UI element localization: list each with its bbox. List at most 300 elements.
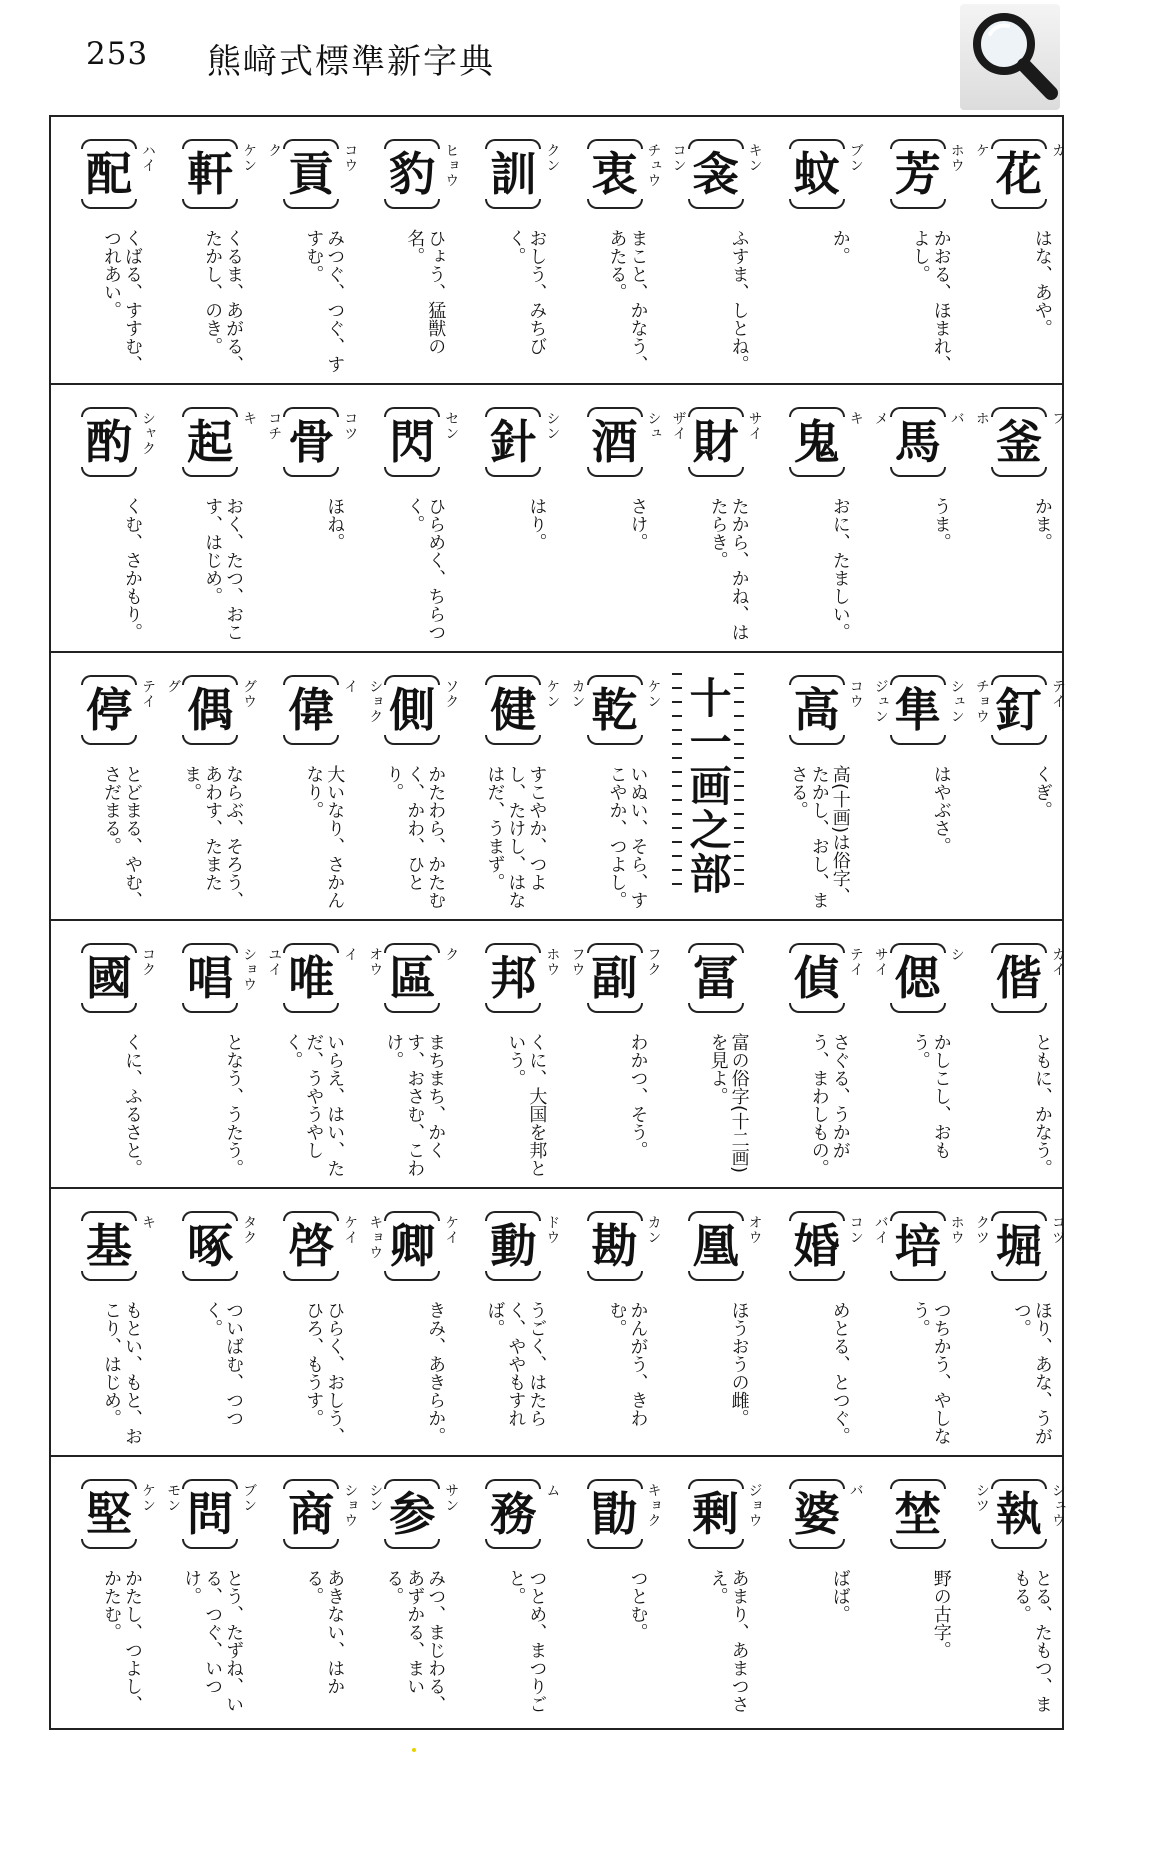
kanji-box (384, 1479, 440, 1549)
alt-reading: モン (165, 1483, 182, 1513)
bracket-bottom (991, 1003, 1047, 1013)
dictionary-entry (658, 1457, 763, 1723)
dictionary-entry (557, 1457, 662, 1723)
entry-meaning: か。 (829, 229, 851, 265)
dictionary-entry (354, 1457, 460, 1723)
dictionary-entry (658, 385, 763, 651)
entry-kanji: 勘 (591, 1219, 638, 1273)
entry-kanji: 商 (288, 1487, 335, 1541)
bracket-bottom (688, 1271, 744, 1281)
dictionary-entry (860, 1457, 960, 1723)
dictionary-entry (51, 653, 156, 919)
kanji-box (991, 1211, 1047, 1281)
dictionary-entry (557, 1189, 662, 1455)
dictionary-entry (557, 653, 662, 919)
on-reading: コウ (847, 679, 864, 709)
kanji-box (890, 943, 946, 1013)
on-reading: ショウ (342, 1483, 359, 1528)
bracket-bottom (485, 199, 541, 209)
dictionary-entry (51, 385, 156, 651)
entry-meaning: かおる、ほまれ、よし。 (909, 229, 952, 373)
on-reading: キン (746, 143, 763, 173)
entry-kanji: 邦 (490, 951, 537, 1005)
bracket-bottom (182, 467, 238, 477)
dictionary-entry (961, 385, 1066, 651)
entry-kanji: 起 (187, 415, 234, 469)
kanji-box (688, 943, 744, 1013)
on-reading: シン (544, 411, 561, 441)
entry-kanji: 剰 (692, 1487, 739, 1541)
entry-meaning: きみ、あきらか。 (425, 1301, 447, 1445)
entry-meaning: すこやか、つよし、たけし、はなはだ、うまず。 (484, 765, 548, 909)
entry-meaning: かたし、つよし、かたむ。 (101, 1569, 143, 1713)
entry-kanji: 衾 (692, 147, 739, 201)
dictionary-row (51, 1457, 1066, 1725)
bracket-bottom (485, 735, 541, 745)
kanji-box (384, 139, 440, 209)
entry-meaning: さぐる、うかがう、まわしもの。 (808, 1033, 851, 1177)
entry-kanji: 釘 (995, 683, 1042, 737)
entry-meaning: とう、たずね、いる、つぐ、いつけ。 (181, 1569, 245, 1713)
bracket-bottom (890, 467, 946, 477)
entry-kanji: 埜 (894, 1487, 941, 1541)
kanji-box (182, 943, 238, 1013)
kanji-box (890, 407, 946, 477)
on-reading: カン (645, 1215, 662, 1245)
entry-kanji: 釜 (995, 415, 1042, 469)
on-reading: テイ (140, 679, 156, 709)
entry-meaning: 大いなり、さかんなり。 (303, 765, 346, 909)
entry-kanji: 隼 (894, 683, 941, 737)
bracket-bottom (587, 199, 643, 209)
bracket-bottom (384, 1003, 440, 1013)
entry-meaning: おく、たつ、おこす、はじめ。 (202, 497, 245, 641)
dictionary-entry (354, 653, 460, 919)
book-title: 熊﨑式標準新字典 (207, 42, 495, 82)
entry-meaning: ひらく、おしう、ひろ、もうす。 (303, 1301, 346, 1445)
kanji-box (384, 407, 440, 477)
on-reading: ブン (847, 143, 864, 173)
entry-meaning: いぬい、そら、すこやか、つよし。 (606, 765, 649, 909)
dictionary-entry (961, 1189, 1066, 1455)
alt-reading: グ (165, 679, 182, 694)
dictionary-entry (860, 117, 965, 383)
kanji-box (182, 407, 238, 477)
bracket-bottom (991, 467, 1047, 477)
on-reading: ハイ (140, 143, 156, 173)
on-reading: キ (847, 411, 864, 426)
section-heading (658, 667, 758, 907)
entry-meaning: ばば。 (829, 1569, 851, 1623)
dictionary-entry (658, 921, 758, 1187)
entry-kanji: 停 (86, 683, 132, 737)
bracket-bottom (283, 1271, 339, 1281)
entry-meaning: まこと、かなう、あたる。 (606, 229, 649, 373)
entry-meaning: くに、ふるさと。 (122, 1033, 143, 1177)
entry-kanji: 堅 (86, 1487, 132, 1541)
bracket-bottom (991, 199, 1047, 209)
bracket-bottom (485, 1539, 541, 1549)
on-reading: コツ (1049, 1215, 1066, 1245)
entry-kanji: 動 (490, 1219, 537, 1273)
bracket-bottom (283, 735, 339, 745)
on-reading: コウ (342, 143, 359, 173)
entry-kanji: 偶 (187, 683, 234, 737)
entry-kanji: 婆 (793, 1487, 840, 1541)
bracket-bottom (789, 735, 845, 745)
entry-meaning: たから、かね、はたらき。 (707, 497, 750, 641)
alt-reading: クツ (973, 1215, 990, 1245)
entry-meaning: もとい、もと、おこり、はじめ。 (101, 1301, 143, 1445)
bracket-bottom (890, 199, 946, 209)
on-reading: コツ (342, 411, 359, 441)
entry-kanji: 啓 (288, 1219, 335, 1273)
kanji-box (384, 1211, 440, 1281)
dictionary-entry (961, 1457, 1066, 1723)
page-number: 253 (86, 36, 149, 72)
dictionary-entry (51, 1457, 156, 1723)
dictionary-entry (152, 653, 258, 919)
dictionary-entry (759, 385, 864, 651)
bracket-bottom (384, 1539, 440, 1549)
dictionary-entry (759, 1457, 864, 1723)
entry-kanji: 偕 (995, 951, 1042, 1005)
bracket-bottom (890, 1003, 946, 1013)
dictionary-row (51, 1189, 1066, 1457)
entry-meaning: ともに、かなう。 (1031, 1033, 1053, 1177)
entry-kanji: 酌 (86, 415, 132, 469)
dictionary-entry (860, 921, 965, 1187)
on-reading: ショウ (241, 947, 258, 992)
dictionary-entry (354, 921, 460, 1187)
on-reading: ケイ (443, 1215, 460, 1245)
entry-meaning: ふすま、しとね。 (728, 229, 750, 373)
alt-reading: バイ (872, 1215, 889, 1245)
bracket-bottom (182, 1271, 238, 1281)
entry-kanji: 基 (86, 1219, 132, 1273)
entry-meaning: かしこし、おもう。 (909, 1033, 952, 1159)
entry-meaning: はり。 (526, 497, 548, 551)
kanji-box (688, 139, 744, 209)
kanji-box (81, 1211, 137, 1281)
dictionary-entry (354, 117, 460, 383)
dictionary-row (51, 385, 1066, 653)
entry-kanji: 訓 (490, 147, 537, 201)
entry-meaning: みつぐ、つぐ、すすむ。 (303, 229, 346, 373)
entry-kanji: 唯 (288, 951, 335, 1005)
kanji-box (81, 139, 137, 209)
kanji-box (587, 407, 643, 477)
dictionary-entry (152, 921, 258, 1187)
alt-reading: ク (266, 143, 283, 158)
dictionary-entry (253, 921, 359, 1187)
entry-kanji: 衷 (591, 147, 638, 201)
entry-meaning: かたわら、かたむく、かわ、ひとり。 (383, 765, 447, 909)
dictionary-entry (557, 385, 662, 651)
dictionary-entry (253, 1189, 359, 1455)
kanji-box (283, 943, 339, 1013)
kanji-box (485, 675, 541, 745)
dictionary-entry (152, 385, 258, 651)
dictionary-entry (354, 385, 460, 651)
kanji-box (991, 407, 1047, 477)
dictionary-entry (658, 117, 763, 383)
bracket-bottom (587, 1003, 643, 1013)
entry-meaning: くばる、すすむ、つれあい。 (101, 229, 143, 373)
kanji-box (283, 675, 339, 745)
on-reading: シ (948, 947, 965, 962)
kanji-box (789, 139, 845, 209)
kanji-box (688, 407, 744, 477)
entry-kanji: 側 (389, 683, 436, 737)
entry-kanji: 健 (490, 683, 537, 737)
bracket-bottom (688, 467, 744, 477)
alt-reading: シン (367, 1483, 384, 1513)
bracket-bottom (81, 1003, 137, 1013)
dictionary-entry (860, 653, 965, 919)
dictionary-entry (860, 1189, 965, 1455)
on-reading: ケン (140, 1483, 156, 1513)
kanji-box (384, 943, 440, 1013)
entry-meaning: くるま、あがる、たかし、のき。 (202, 229, 245, 373)
bracket-bottom (384, 199, 440, 209)
entry-kanji: 偲 (894, 951, 941, 1005)
dictionary-entry (860, 385, 965, 651)
kanji-box (587, 943, 643, 1013)
bracket-bottom (789, 467, 845, 477)
entry-kanji: 貢 (288, 147, 335, 201)
entry-kanji: 唱 (187, 951, 234, 1005)
entry-kanji: 區 (389, 951, 436, 1005)
dictionary-entry (455, 921, 561, 1187)
alt-reading: シツ (973, 1483, 990, 1513)
bracket-bottom (384, 735, 440, 745)
entry-meaning: くむ、さかもり。 (122, 497, 143, 641)
kanji-box (81, 1479, 137, 1549)
dictionary-entry (961, 921, 1066, 1187)
kanji-box (587, 139, 643, 209)
entry-kanji: 乾 (591, 683, 638, 737)
dictionary-entry (557, 921, 662, 1187)
bracket-bottom (991, 1539, 1047, 1549)
dictionary-row (51, 653, 1066, 921)
alt-reading: コン (670, 143, 687, 173)
alt-reading: ザイ (670, 411, 687, 441)
entry-meaning: あきない、はかる。 (303, 1569, 346, 1695)
entry-meaning: となう、うたう。 (223, 1033, 245, 1177)
dictionary-entry (455, 653, 561, 919)
dictionary-entry (253, 1457, 359, 1723)
dictionary-entry (759, 117, 864, 383)
dictionary-table (49, 115, 1064, 1730)
kanji-box (789, 1479, 845, 1549)
entry-kanji: 蚊 (793, 147, 840, 201)
entry-meaning: いらえ、はい、ただ、うやうやしく。 (282, 1033, 346, 1177)
entry-kanji: 卿 (389, 1219, 436, 1273)
bracket-bottom (587, 735, 643, 745)
bracket-bottom (485, 1003, 541, 1013)
entry-kanji: 配 (86, 147, 132, 201)
dictionary-entry (759, 653, 864, 919)
kanji-box (384, 675, 440, 745)
on-reading: ケン (544, 679, 561, 709)
bracket-bottom (81, 735, 137, 745)
entry-meaning: うま。 (930, 497, 952, 551)
kanji-box (81, 943, 137, 1013)
kanji-box (182, 675, 238, 745)
entry-kanji: 務 (490, 1487, 537, 1541)
on-reading: ホウ (948, 1215, 965, 1245)
on-reading: フク (645, 947, 662, 977)
entry-meaning: はな、あや。 (1031, 229, 1053, 337)
entry-kanji: 凰 (692, 1219, 739, 1273)
on-reading: バ (847, 1483, 864, 1498)
entry-meaning: ひらめく、ちらつく。 (404, 497, 447, 641)
dictionary-entry (152, 117, 258, 383)
bracket-bottom (890, 1539, 946, 1549)
bracket-bottom (81, 467, 137, 477)
bracket-bottom (485, 467, 541, 477)
on-reading: ドウ (544, 1215, 561, 1245)
bracket-bottom (991, 1271, 1047, 1281)
kanji-box (890, 139, 946, 209)
kanji-box (991, 1479, 1047, 1549)
kanji-box (283, 407, 339, 477)
on-reading: シュ (645, 411, 662, 441)
bracket-bottom (182, 735, 238, 745)
kanji-box (81, 675, 137, 745)
on-reading: クン (544, 143, 561, 173)
on-reading: ホウ (544, 947, 561, 977)
entry-kanji: 執 (995, 1487, 1042, 1541)
entry-meaning: ほね。 (324, 497, 346, 551)
entry-meaning: ほうおうの雌。 (728, 1301, 750, 1427)
bracket-bottom (890, 735, 946, 745)
kanji-box (485, 1211, 541, 1281)
entry-kanji: 培 (894, 1219, 941, 1273)
entry-kanji: 芳 (894, 147, 941, 201)
wave-border (734, 667, 744, 897)
dictionary-entry (961, 653, 1066, 919)
on-reading: コク (140, 947, 156, 977)
alt-reading: ジュン (872, 679, 889, 724)
bracket-bottom (688, 1539, 744, 1549)
kanji-box (890, 1211, 946, 1281)
bracket-bottom (81, 199, 137, 209)
on-reading: キ (241, 411, 258, 426)
dictionary-entry (455, 1457, 561, 1723)
search-button[interactable] (956, 4, 1066, 110)
on-reading: カ (1049, 143, 1066, 158)
on-reading: サン (443, 1483, 460, 1513)
entry-meaning: ひょう、猛獣の名。 (404, 229, 447, 355)
bracket-bottom (384, 467, 440, 477)
kanji-box (587, 1479, 643, 1549)
bracket-bottom (182, 1539, 238, 1549)
dictionary-entry (759, 1189, 864, 1455)
on-reading: チュウ (645, 143, 662, 188)
entry-kanji: 軒 (187, 147, 234, 201)
dictionary-entry (51, 1189, 156, 1455)
entry-meaning: さけ。 (627, 497, 649, 551)
bracket-bottom (182, 1003, 238, 1013)
bracket-bottom (789, 1003, 845, 1013)
alt-reading: カン (569, 679, 586, 709)
bracket-bottom (384, 1271, 440, 1281)
entry-kanji: 豹 (389, 147, 436, 201)
entry-kanji: 針 (490, 415, 537, 469)
wave-border (672, 667, 682, 897)
on-reading: ヒョウ (443, 143, 460, 188)
entry-kanji: 鬼 (793, 415, 840, 469)
kanji-box (789, 407, 845, 477)
on-reading: タク (241, 1215, 258, 1245)
bracket-bottom (789, 1271, 845, 1281)
bracket-bottom (182, 199, 238, 209)
dictionary-entry (557, 117, 662, 383)
entry-kanji: 骨 (288, 415, 335, 469)
magnifier-icon (956, 4, 1066, 110)
page-header (0, 0, 1165, 110)
kanji-box (890, 1479, 946, 1549)
bracket-bottom (991, 735, 1047, 745)
kanji-box (485, 1479, 541, 1549)
entry-kanji: 國 (86, 951, 132, 1005)
kanji-box (991, 943, 1047, 1013)
kanji-box (991, 675, 1047, 745)
on-reading: シャク (140, 411, 156, 456)
entry-kanji: 花 (995, 147, 1042, 201)
entry-kanji: 偵 (793, 951, 840, 1005)
entry-kanji: 冨 (692, 951, 739, 1005)
entry-kanji: 参 (389, 1487, 436, 1541)
dictionary-entry (961, 117, 1066, 383)
bracket-bottom (81, 1539, 137, 1549)
alt-reading: チョウ (973, 679, 990, 724)
entry-meaning: あまり、あまつさえ。 (707, 1569, 750, 1713)
entry-meaning: おしう、みちびく。 (505, 229, 548, 355)
entry-meaning: とる、たもつ、まもる。 (1010, 1569, 1053, 1713)
on-reading: テイ (1049, 679, 1066, 709)
on-reading: イ (342, 947, 359, 962)
entry-meaning: くに、大国を邦という。 (505, 1033, 548, 1177)
entry-kanji: 高 (793, 683, 840, 737)
on-reading: シュウ (1049, 1483, 1066, 1528)
kanji-box (283, 1211, 339, 1281)
on-reading: キ (140, 1215, 156, 1230)
dictionary-entry (455, 117, 561, 383)
entry-meaning: はやぶさ。 (930, 765, 952, 855)
entry-kanji: 馬 (894, 415, 941, 469)
dictionary-entry (759, 921, 864, 1187)
on-reading: ケイ (342, 1215, 359, 1245)
entry-meaning: 富の俗字(十二画)を見よ。 (707, 1033, 750, 1174)
alt-reading: メ (872, 411, 889, 426)
entry-kanji: 酒 (591, 415, 638, 469)
bracket-bottom (587, 1271, 643, 1281)
alt-reading: ホ (973, 411, 990, 426)
entry-kanji: 偉 (288, 683, 335, 737)
bracket-bottom (81, 1271, 137, 1281)
dictionary-row (51, 117, 1066, 385)
entry-meaning: みつ、まじわる、あずかる、まいる。 (383, 1569, 447, 1713)
entry-meaning: ほり、あな、うがつ。 (1010, 1301, 1053, 1445)
entry-meaning: かま。 (1031, 497, 1053, 551)
kanji-box (485, 407, 541, 477)
dictionary-entry (152, 1189, 258, 1455)
dictionary-entry (253, 117, 359, 383)
kanji-box (991, 139, 1047, 209)
